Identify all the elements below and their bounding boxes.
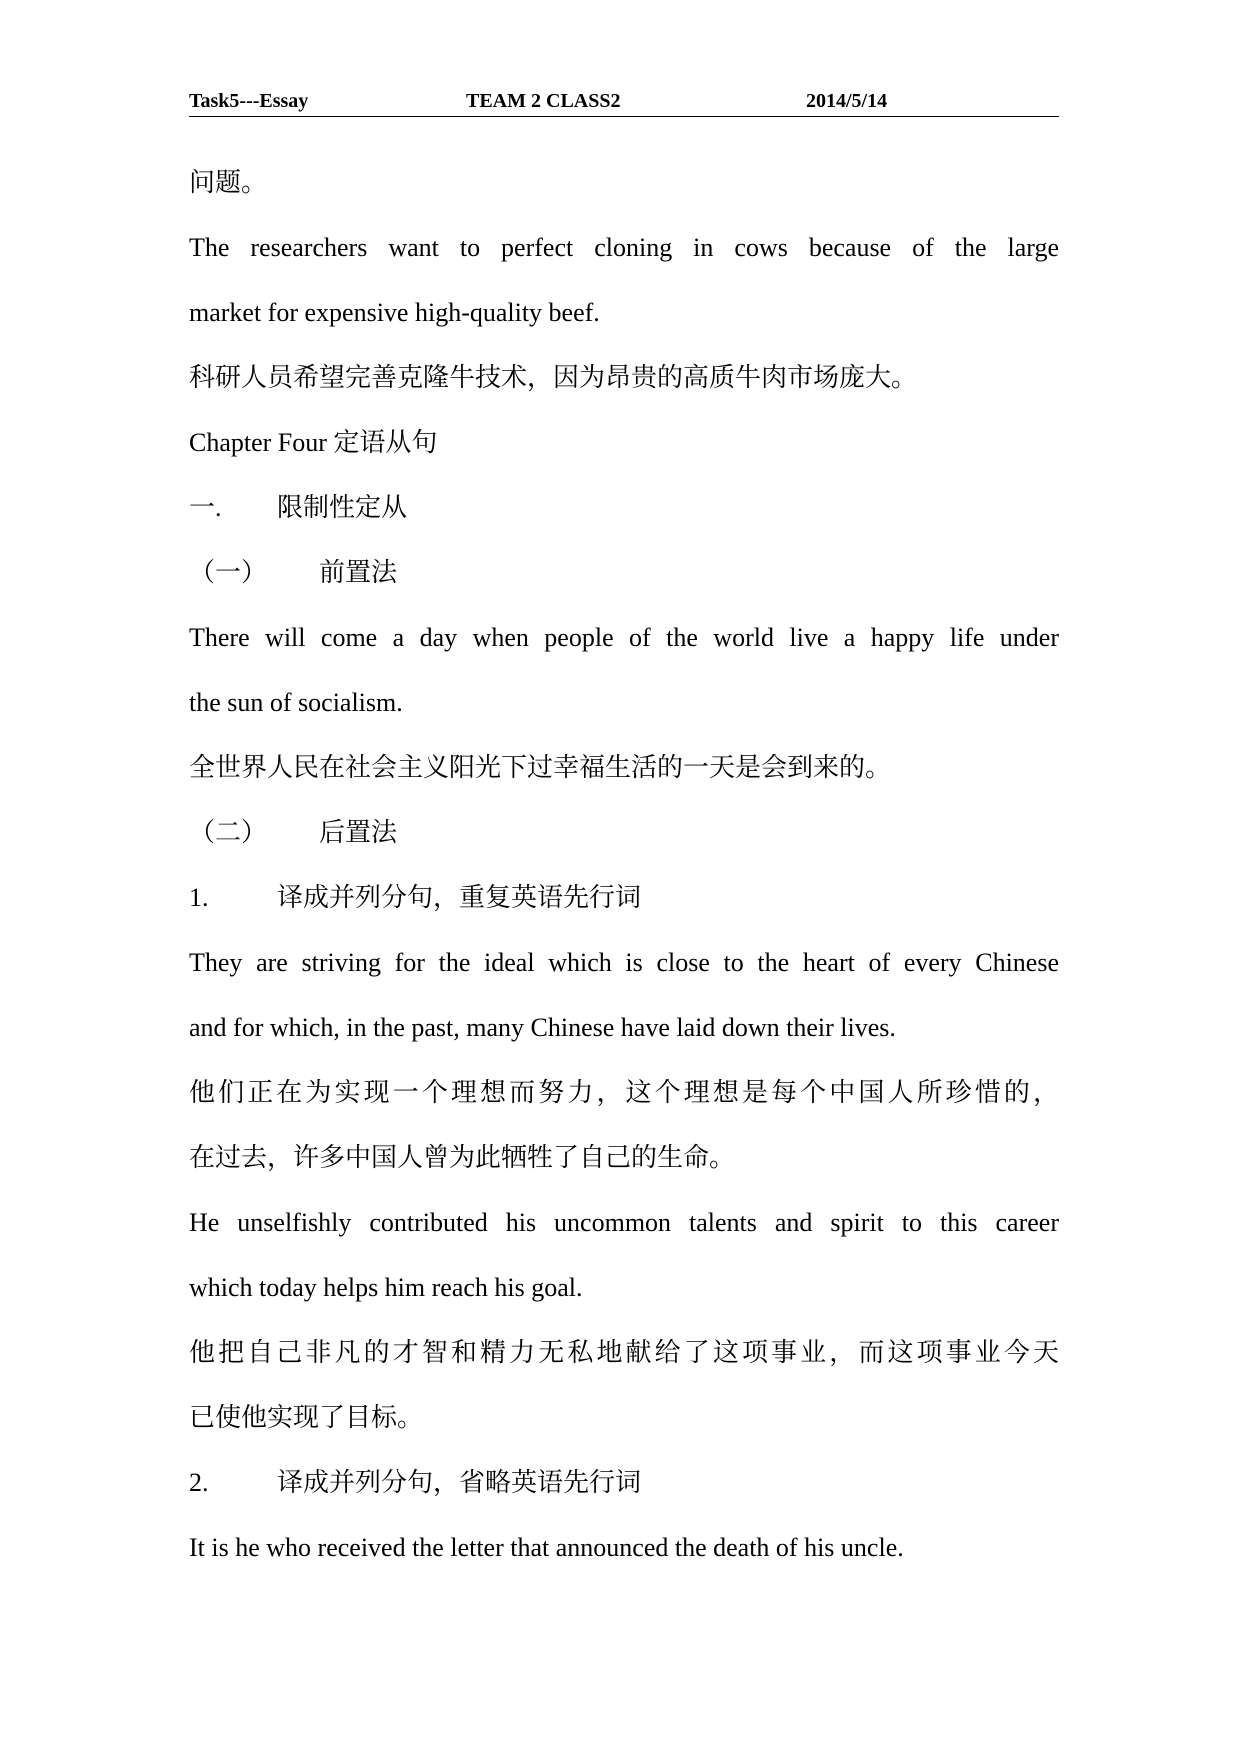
subsection-title: 前置法 xyxy=(319,558,398,587)
chinese-translation-line: 全世界人民在社会主义阳光下过幸福生活的一天是会到来的。 xyxy=(189,753,892,782)
english-sentence-line: He unselfishly contributed his uncommon talents and spirit to this career xyxy=(189,1208,1059,1237)
header-task: Task5---Essay xyxy=(189,90,309,112)
item-title: 译成并列分句，省略英语先行词 xyxy=(277,1468,642,1497)
chapter-heading: Chapter Four 定语从句 xyxy=(189,428,438,457)
subsection-number: （一） xyxy=(189,558,268,587)
english-sentence-line: market for expensive high-quality beef. xyxy=(189,298,600,327)
numbered-heading xyxy=(189,1450,1059,1515)
english-sentence-line: and for which, in the past, many Chinese have laid down their lives. xyxy=(189,1013,896,1042)
header-team: TEAM 2 CLASS2 xyxy=(466,90,621,112)
subsection-heading xyxy=(189,800,1059,865)
subsection-heading xyxy=(189,540,1059,605)
page-header xyxy=(189,88,1059,117)
section-title: 限制性定从 xyxy=(277,493,408,522)
subsection-number: （二） xyxy=(189,818,268,847)
section-number: 一. xyxy=(189,493,222,522)
chinese-translation-line: 已使他实现了目标。 xyxy=(189,1403,424,1432)
item-number: 1. xyxy=(189,883,209,912)
english-sentence-line: There will come a day when people of the world live a happy life under xyxy=(189,623,1059,652)
subsection-title: 后置法 xyxy=(319,818,398,847)
document-body xyxy=(189,150,1059,1580)
english-sentence-line: It is he who received the letter that announced the death of his uncle. xyxy=(189,1533,904,1562)
english-sentence-line: The researchers want to perfect cloning in cows because of the large xyxy=(189,233,1059,262)
english-sentence-line: the sun of socialism. xyxy=(189,688,403,717)
chinese-translation-line: 科研人员希望完善克隆牛技术，因为昂贵的高质牛肉市场庞大。 xyxy=(189,363,918,392)
header-date: 2014/5/14 xyxy=(806,90,888,112)
chinese-translation-line: 他把自己非凡的才智和精力无私地献给了这项事业，而这项事业今天 xyxy=(189,1338,1059,1367)
text-line: 问题。 xyxy=(189,168,268,197)
numbered-heading xyxy=(189,865,1059,930)
item-number: 2. xyxy=(189,1468,209,1497)
item-title: 译成并列分句，重复英语先行词 xyxy=(277,883,642,912)
section-heading xyxy=(189,475,1059,540)
english-sentence-line: which today helps him reach his goal. xyxy=(189,1273,583,1302)
english-sentence-line: They are striving for the ideal which is close to the heart of every Chinese xyxy=(189,948,1059,977)
chinese-translation-line: 在过去，许多中国人曾为此牺牲了自己的生命。 xyxy=(189,1143,736,1172)
chinese-translation-line: 他们正在为实现一个理想而努力，这个理想是每个中国人所珍惜的， xyxy=(189,1078,1059,1107)
